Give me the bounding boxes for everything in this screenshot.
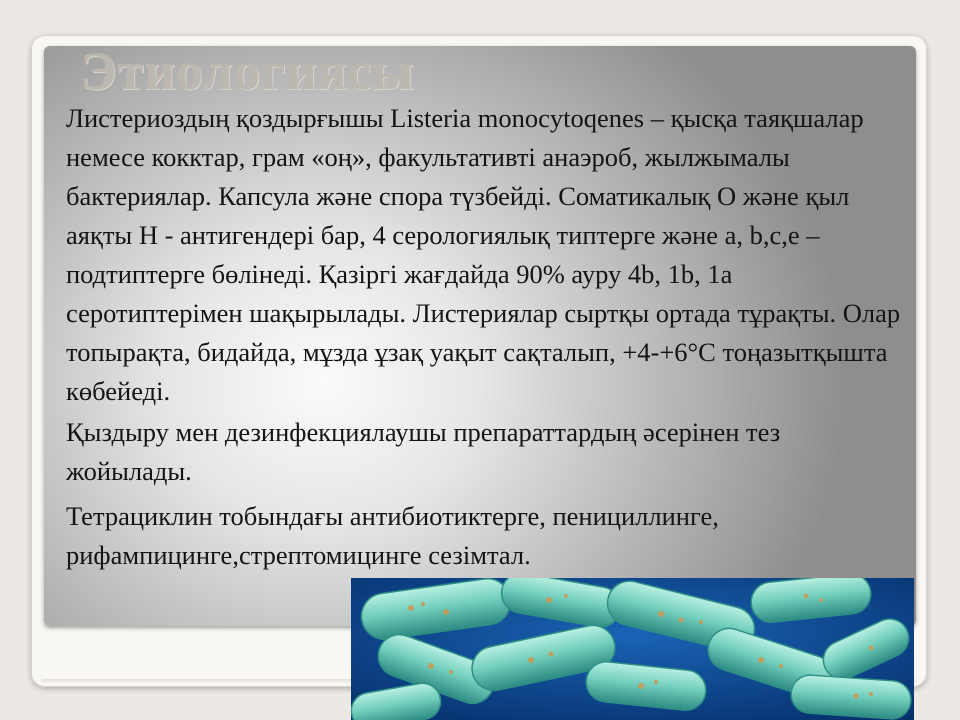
paragraph-disinfection: Қыздыру мен дезинфекциялаушы препараттардың әсерінен тез жойылады.	[66, 417, 781, 486]
bacteria-micrograph-image	[351, 578, 914, 720]
slide-body	[66, 99, 906, 575]
slide-title: Этиологиясы	[80, 41, 415, 101]
paragraph-etiology: Листериоздың қоздырғышы Listeria monocytoqenes – қысқа таяқшалар немесе кокктар, грам «оң», факультативті анаэроб, жылжымалы бактериялар. Капсула және спора түзбейді. Соматикалық О және қыл аяқты Н - антигендері бар, 4 серологиялық типтерге және а, b,c,e – подтиптерге бөлінеді. Қазіргі жағдайда 90% ауру 4b, 1b, 1a серотиптерімен шақырылады. Листериялар сыртқы ортада тұрақты. Олар топырақта, бидайда, мұзда ұзақ уақыт сақталып, +4-+6°С тоңазытқышта көбейеді.	[66, 103, 901, 406]
bacteria-micrograph-icon	[351, 578, 914, 720]
paragraph-antibiotics: Тетрациклин тобындағы антибиотиктерге, пенициллинге, рифампицинге,стрептомицинге сезімтал.	[66, 501, 719, 570]
